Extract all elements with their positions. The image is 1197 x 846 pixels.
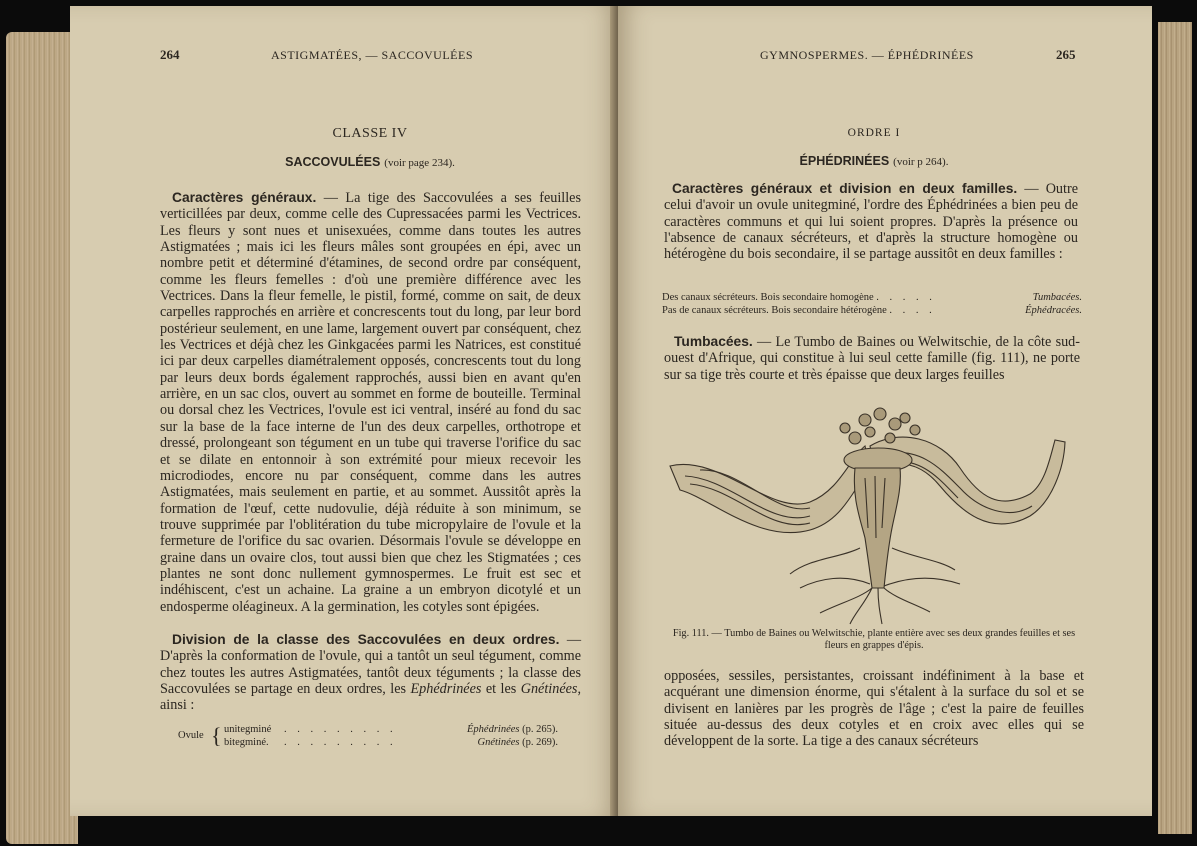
left-para2-heading: Division de la classe des Saccovulées en deux ordres.	[172, 632, 560, 647]
left-para2-text-b: et les	[481, 681, 521, 698]
class-name: SACCOVULÉES	[285, 155, 381, 169]
right-running-head: GYMNOSPERMES. — ÉPHÉDRINÉES	[760, 48, 974, 62]
left-paragraph-1	[160, 190, 581, 615]
key-row: bitegminé. . . . . . . . . . Gnétinées (p. 269).	[224, 736, 558, 748]
right-para2-heading: Tumbacées.	[674, 334, 753, 349]
right-page-number: 265	[1056, 47, 1076, 62]
order-title: ORDRE I	[847, 127, 901, 139]
left-para1-text: — La tige des Saccovulées a ses feuilles verticillées par deux, comme celle des Cupressacées parmi les Vectrices. Les fleurs y sont nues et unisexuées, comme dans toutes les autres Astigmatées ; mais ici les fleurs mâles sont groupées en épi, avec un nombre petit et déterminé d'étamines, de second ordre par conséquent, comme les fleurs femelles : d'où une première différence avec les Vectrices. Dans la fleur femelle, le pistil, formé, comme on sait, de deux carpelles rapprochés en arrière et concrescents tout du long, par leur bord postérieur seulement, en une lame, largement ouvert par conséquent, chez les Vectrices et déjà chez les Ginkgacées parmi les Natrices, est constitué ici par deux carpelles diamétralement opposés, concrescents tout du long par leurs deux bords également rapprochés, aussi bien en avant qu'en arrière, en un sac clos, ouvert au sommet en forme de bouteille. Terminal ou dorsal chez les Vectrices, l'ovule est ici ventral, inséré au fond du sac sur la base de la face interne de l'un des deux carpelles, orthotrope et dressé, prolongeant son tégument en un tube qui traverse l'orifice du sac et se dilate en entonnoir à son extrémité pour mieux recevoir les microdiodes, encore nu par conséquent, comme dans les autres Astigmatées, mais seulement en partie, et au sommet. Aussitôt après la formation de l'œuf, cette nudovulie, déjà réduite à son minimum, se trouve supprimée par l'oblitération du tube micropylaire de l'ovule et la fermeture de l'orifice du sac ovarien. Désormais l'ovule se développe en graine dans un ovaire clos, tout aussi bien que chez les Stigmatées ; ces plantes ne sont donc nullement gymnospermes. Le fruit est sec et indéhiscent, c'est un achaine. La graine a un embryon dicotylé et un endosperme oléagineux. A la germination, les cotyles sont épigées.	[160, 190, 581, 615]
ovule-key-table	[178, 724, 558, 749]
right-paragraph-1	[664, 181, 1078, 263]
order-name: ÉPHÉDRINÉES	[799, 154, 890, 168]
right-paragraph-3: opposées, sessiles, persistantes, croissant indéfiniment à la base et acquérant une dimension énorme, qui s'étalent à la surface du sol et se divisent en lanières par les progrès de l'âge ; c'est la paire de feuilles située au-dessus des deux cotyles et en croix avec elles qui se développent de la sorte. La tige a des canaux sécréteurs	[664, 668, 1084, 750]
order-ref: (voir p 264).	[893, 156, 949, 168]
left-para2-text-c: , ainsi :	[160, 681, 581, 714]
class-heading	[160, 153, 580, 171]
ovule-key-label: Ovule	[178, 730, 204, 741]
left-paragraph-2	[160, 632, 581, 714]
right-para2-text: — Le Tumbo de Baines ou Welwitschie, de la côte sud-ouest d'Afrique, qui constitue à lui seul cette famille (fig. 111), ne porte sur sa tige très courte et très épaisse que deux larges feuilles	[664, 334, 1080, 383]
family-key-table	[662, 292, 1082, 317]
class-title: CLASSE IV	[332, 126, 408, 141]
right-paragraph-2	[664, 334, 1080, 383]
page-edges-right	[1158, 22, 1192, 834]
figure-caption: Fig. 111. — Tumbo de Baines ou Welwitschie, plante entière avec ses deux grandes feuilles et ses fleurs en grappes d'épis.	[672, 628, 1076, 651]
left-para2-ital-2: Gnétinées	[520, 681, 578, 698]
left-page-number: 264	[160, 47, 180, 62]
order-heading	[664, 152, 1084, 170]
right-para1-heading: Caractères généraux et division en deux familles.	[672, 181, 1018, 196]
left-running-head: ASTIGMATÉES, — SACCOVULÉES	[271, 48, 474, 62]
left-para2-ital-1: Ephédrinées	[410, 681, 482, 698]
left-para2-text-a: — D'après la conformation de l'ovule, qui a tantôt un seul tégument, comme chez toutes les autres Astigmatées, tantôt deux téguments ; la classe des Saccovulées se partage en deux ordres, les	[160, 632, 582, 698]
key-row: unitegminé . . . . . . . . . Éphédrinées (p. 265).	[224, 724, 558, 735]
page-edges-left	[6, 32, 78, 844]
welwitschia-illustration	[660, 398, 1080, 626]
key-row: Pas de canaux sécréteurs. Bois secondaire hétérogène . . . . Éphédracées.	[662, 304, 1082, 316]
left-para1-heading: Caractères généraux.	[172, 190, 317, 205]
key-brace: {	[211, 723, 222, 748]
key-row: Des canaux sécréteurs. Bois secondaire homogène . . . . . Tumbacées.	[662, 292, 1082, 303]
class-ref: (voir page 234).	[384, 157, 455, 169]
right-para1-text: — Outre celui d'avoir un ovule unitegminé, l'ordre des Éphédrinées a bien peu de caractères communs et qui lui soient propres. D'après la présence ou l'absence de canaux sécréteurs, et d'après la structure homogène ou hétérogène du bois secondaire, il se partage aussitôt en deux familles :	[664, 181, 1078, 263]
